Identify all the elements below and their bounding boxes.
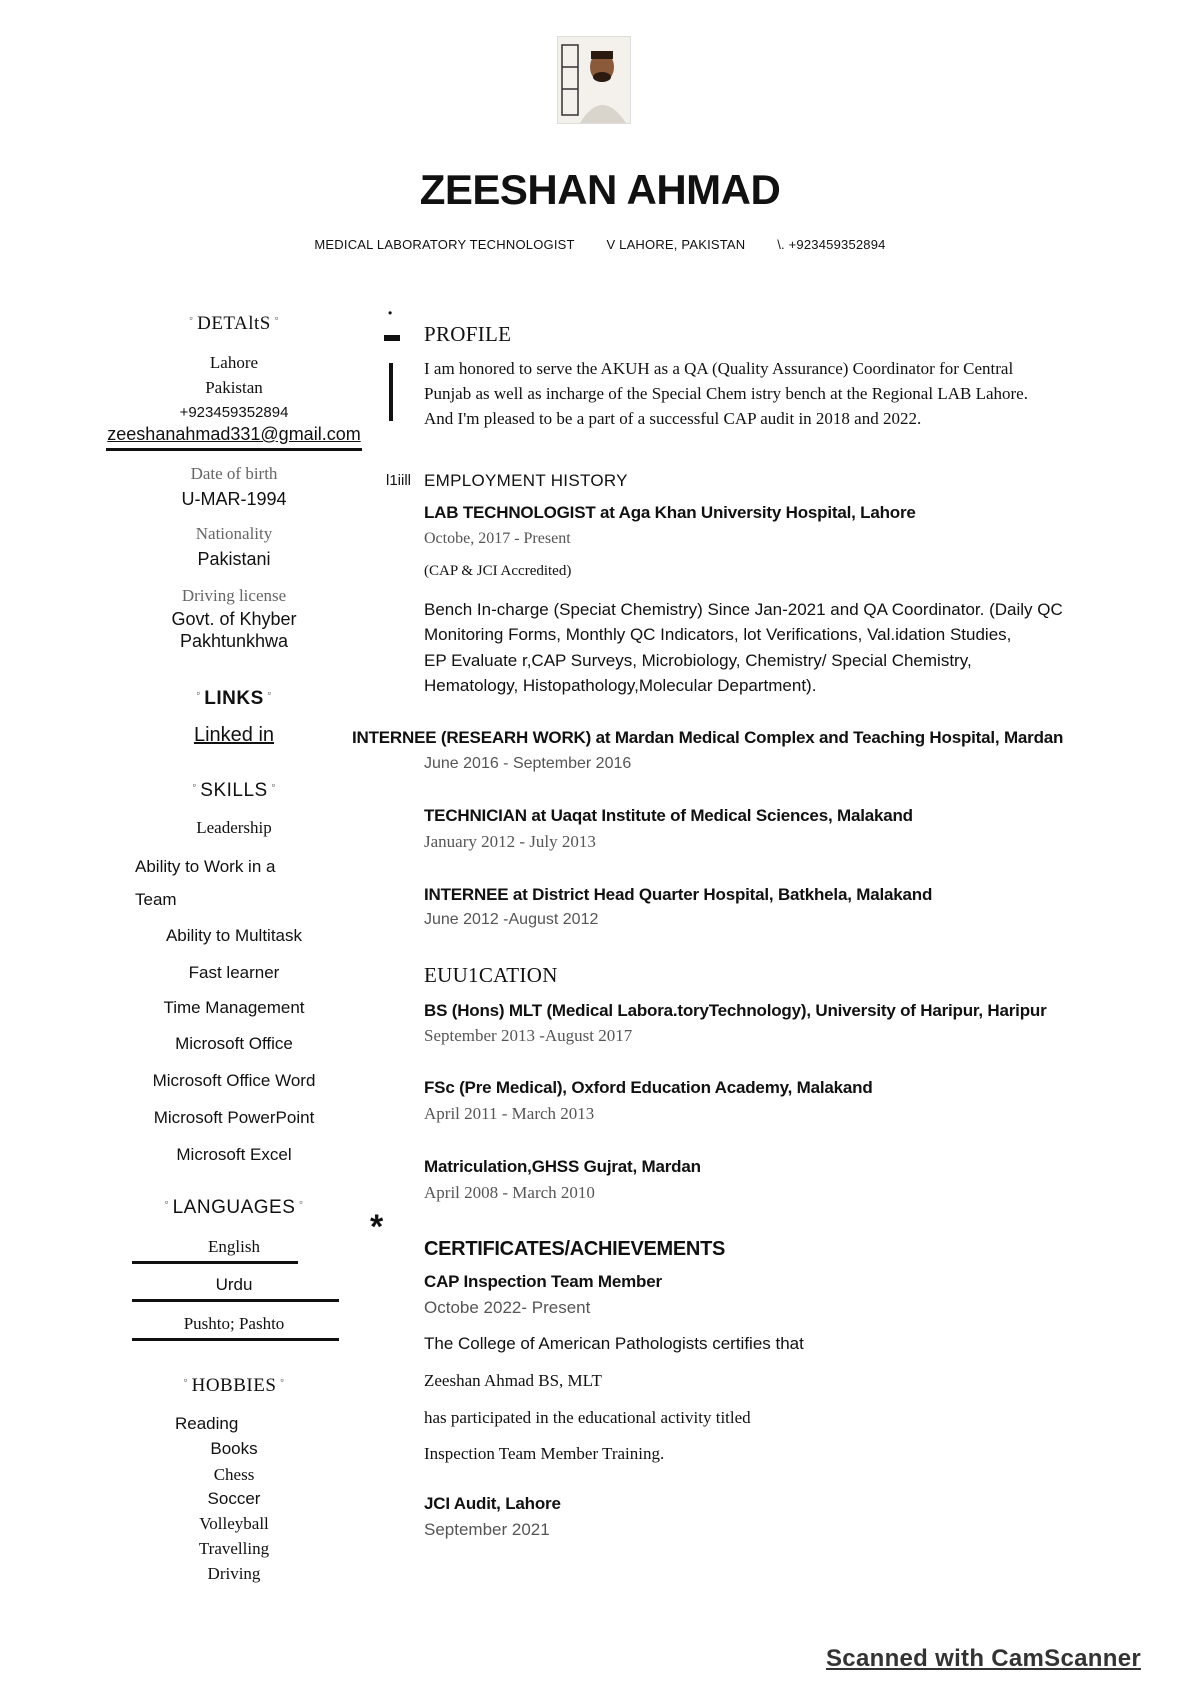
square-bullet-icon: ▫ (192, 780, 197, 790)
certificates-heading: CERTIFICATES/ACHIEVEMENTS (424, 1238, 726, 1260)
language-level-bar (132, 1299, 339, 1302)
square-bullet-icon: ▫ (183, 1375, 188, 1385)
email-underline (106, 448, 362, 451)
camscanner-watermark: Scanned with CamScanner (826, 1645, 1141, 1672)
skill-item: Fast learner (188, 963, 280, 982)
language-level-bar (132, 1261, 298, 1264)
job-title: INTERNEE (RESEARH WORK) at Mardan Medical Complex and Teaching Hospital, Mardan (352, 728, 1064, 747)
job-date: Octobe, 2017 - Present (424, 530, 571, 547)
profile-heading: PROFILE (424, 322, 512, 346)
skill-item: Ability to Work in a (135, 857, 276, 876)
education-title: BS (Hons) MLT (Medical Labora.toryTechnology), University of Haripur, Haripur (424, 1001, 1047, 1020)
hobby-item: Books (210, 1439, 258, 1458)
job-title: MEDICAL LABORATORY TECHNOLOGIST (314, 237, 575, 252)
job-note: (CAP & JCI Accredited) (424, 563, 572, 579)
square-bullet-icon: ▫ (164, 1197, 169, 1207)
job-description-line: Monitoring Forms, Monthly QC Indicators, lot Verifications, Val.idation Studies, (424, 625, 1012, 644)
education-title: FSc (Pre Medical), Oxford Education Academy, Malakand (424, 1078, 873, 1097)
skill-item: Ability to Multitask (165, 926, 303, 945)
hobbies-heading: ▫ HOBBIES ▫ (183, 1375, 285, 1396)
license-value-line1: Govt. of Khyber (171, 609, 297, 629)
nationality-label: Nationality (195, 524, 273, 543)
skills-heading: ▫ SKILLS ▫ (192, 780, 276, 801)
language-item: English (208, 1237, 260, 1256)
license-label: Driving license (181, 586, 287, 605)
languages-heading: ▫ LANGUAGES ▫ (164, 1197, 304, 1218)
linkedin-link[interactable]: Linked in (193, 724, 275, 746)
hobby-item: Driving (207, 1564, 261, 1583)
job-description-line: EP Evaluate r,CAP Surveys, Microbiology, Chemistry/ Special Chemistry, (424, 651, 972, 670)
profile-text-line: I am honored to serve the AKUH as a QA (Quality Assurance) Coordinator for Central (424, 359, 1014, 378)
job-title: INTERNEE at District Head Quarter Hospital, Batkhela, Malakand (424, 885, 933, 904)
profile-text-line: And I'm pleased to be a part of a successful CAP audit in 2018 and 2022. (424, 409, 922, 428)
square-bullet-icon: ▫ (274, 313, 279, 323)
hobby-item: Soccer (207, 1489, 261, 1508)
skill-item: Microsoft PowerPoint (153, 1108, 315, 1127)
education-date: April 2011 - March 2013 (424, 1104, 595, 1123)
details-city: Lahore (209, 353, 259, 372)
skill-item: Leadership (196, 818, 272, 837)
education-title: Matriculation,GHSS Gujrat, Mardan (424, 1157, 701, 1176)
skill-item: Team (135, 890, 177, 909)
square-bullet-icon: ▫ (271, 780, 276, 790)
candidate-name: ZEESHAN AHMAD (419, 166, 781, 213)
profile-photo (557, 36, 631, 124)
header-phone: \. +923459352894 (777, 237, 886, 252)
dob-label: Date of birth (190, 464, 278, 483)
skill-item: Microsoft Office Word (152, 1071, 316, 1090)
dob-value: U-MAR-1994 (181, 489, 287, 509)
education-date: April 2008 - March 2010 (424, 1183, 595, 1202)
job-description-line: Hematology, Histopathology,Molecular Department). (424, 676, 817, 695)
employment-marker-icon: l1iill (386, 472, 412, 489)
certificate-line: has participated in the educational activity titled (424, 1408, 751, 1427)
details-country: Pakistan (205, 378, 263, 397)
square-bullet-icon: ▫ (280, 1375, 285, 1385)
job-date: June 2016 - September 2016 (424, 755, 632, 772)
license-value-line2: Pakhtunkhwa (179, 631, 289, 651)
header-contact-line (0, 237, 1200, 252)
skill-item: Microsoft Excel (176, 1145, 292, 1164)
profile-marker-icon (384, 335, 400, 341)
certificate-date: September 2021 (424, 1520, 550, 1539)
job-date: June 2012 -August 2012 (424, 911, 599, 928)
skill-item: Time Management (163, 998, 305, 1017)
square-bullet-icon: ▫ (267, 688, 272, 698)
header-location: V LAHORE, PAKISTAN (606, 237, 746, 252)
job-title: LAB TECHNOLOGIST at Aga Khan University Hospital, Lahore (424, 503, 916, 522)
certificate-title: CAP Inspection Team Member (424, 1272, 662, 1291)
certificate-line: The College of American Pathologists certifies that (424, 1334, 804, 1353)
details-phone: +923459352894 (179, 404, 289, 421)
links-heading: ▫ LINKS ▫ (196, 688, 272, 709)
certificate-title: JCI Audit, Lahore (424, 1494, 561, 1513)
job-title: TECHNICIAN at Uaqat Institute of Medical Sciences, Malakand (424, 806, 913, 825)
education-date: September 2013 -August 2017 (424, 1026, 633, 1045)
details-heading: ▫ DETAltS ▫ (189, 313, 279, 334)
nationality-value: Pakistani (197, 549, 271, 569)
language-item: Urdu (215, 1275, 253, 1294)
hobby-item: Volleyball (199, 1514, 269, 1533)
certificate-line: Zeeshan Ahmad BS, MLT (424, 1371, 602, 1390)
square-bullet-icon: ▫ (299, 1197, 304, 1207)
skill-item: Microsoft Office (175, 1034, 293, 1053)
job-date: January 2012 - July 2013 (424, 832, 596, 851)
profile-bar-icon (389, 363, 393, 421)
bullet-icon: • (388, 306, 393, 320)
hobby-item: Travelling (198, 1539, 270, 1558)
hobby-item: Chess (213, 1465, 255, 1484)
certificate-line: Inspection Team Member Training. (424, 1444, 665, 1463)
job-description-line: Bench In-charge (Speciat Chemistry) Since Jan-2021 and QA Coordinator. (Daily QC (424, 600, 1063, 619)
language-level-bar (132, 1338, 339, 1341)
asterisk-icon: * (370, 1208, 384, 1246)
profile-text-line: Punjab as well as incharge of the Special Chem istry bench at the Regional LAB Lahore. (424, 384, 1028, 403)
square-bullet-icon: ▫ (189, 313, 194, 323)
details-email[interactable]: zeeshanahmad331@gmail.com (107, 424, 361, 444)
language-item: Pushto; Pashto (183, 1314, 285, 1333)
square-bullet-icon: ▫ (196, 688, 201, 698)
certificate-date: Octobe 2022- Present (424, 1298, 591, 1317)
employment-heading: EMPLOYMENT HISTORY (424, 471, 628, 490)
education-heading: EUU1CATION (424, 963, 558, 987)
hobby-item: Reading (175, 1414, 239, 1433)
